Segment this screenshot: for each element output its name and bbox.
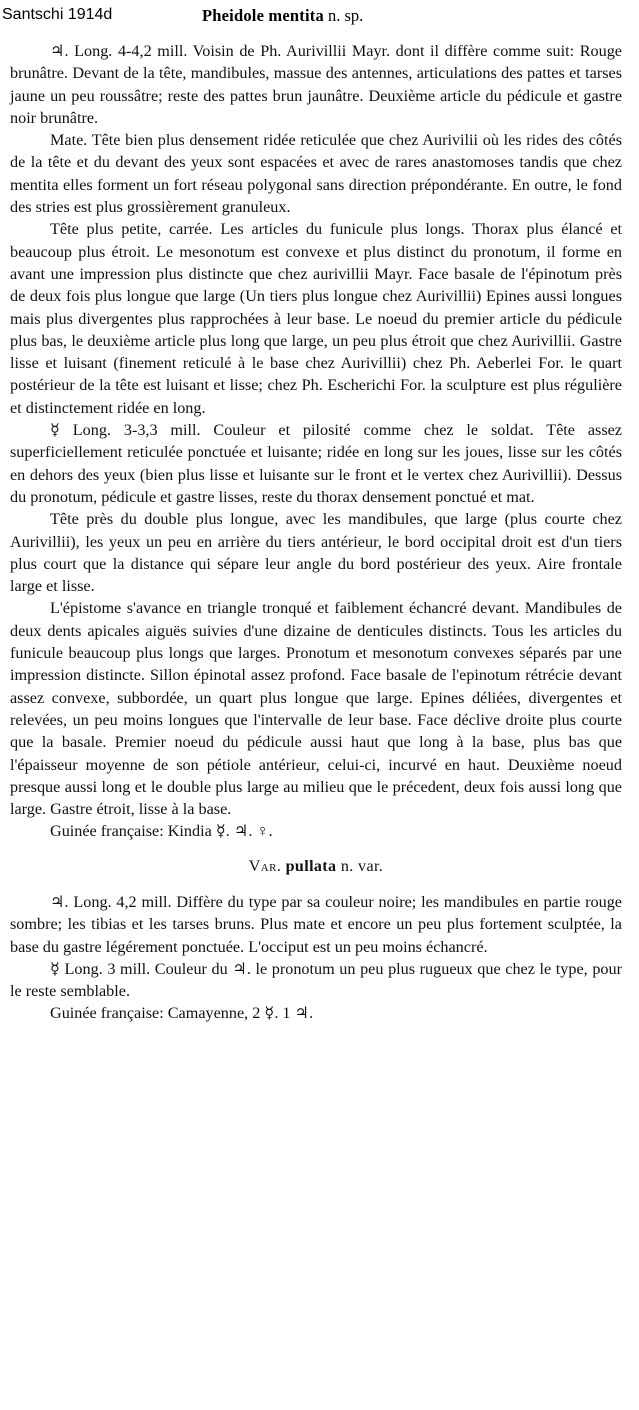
variety-worker-paragraph: ☿ Long. 3 mill. Couleur du ♃. le pronotum un peu plus rugueux que chez le type, pour le reste semblable. xyxy=(10,959,622,1001)
locality-line: Guinée française: Kindia ☿. ♃. ♀. xyxy=(50,822,273,841)
species-heading xyxy=(202,6,363,26)
soldier-description: ♃. Long. 4-4,2 mill. Voisin de Ph. Aurivillii Mayr. dont il diffère comme suit: Rouge brunâtre. Devant de la tête, mandibules, massue des antennes, articulations des pattes et tarses jaune un peu roussâtre; reste des pattes brun jaunâtre. Deuxième article du pédicule et gastre noir brunâtre. xyxy=(10,42,622,127)
species-name: Pheidole mentita xyxy=(202,6,324,25)
spacer xyxy=(10,843,622,856)
variety-label: Var. xyxy=(248,857,282,875)
spacer xyxy=(10,878,622,891)
comparison-paragraph: Tête plus petite, carrée. Les articles du funicule plus longs. Thorax plus élancé et beaucoup plus étroit. Le mesonotum est convexe et plus distinct du pronotum, il forme en avant une impression plus distincte que chez aurivillii Mayr. Face basale de l'épinotum près de deux fois plus longue que large (Un tiers plus longue chez Aurivillii) Epines aussi longues mais plus divergentes plus rapprochées à leur base. Le noeud du premier article du pédicule plus bas, le deuxième article plus long que large, un peu plus étroit que chez Aurivillii. Gastre lisse et luisant (finement reticulé à le base chez Aurivillii) chez Ph. Aeberlei For. le quart postérieur de la tête est luisant et lisse; chez Ph. Escherichi For. la sculpture est plus régulière et distinctement ridée en long. xyxy=(10,220,622,417)
description-body xyxy=(10,40,622,1025)
head-paragraph: Tête près du double plus longue, avec les mandibules, que large (plus courte chez Aurivillii), les yeux un peu en arrière du tiers antérieur, le bord occipital droit est d'un tiers plus court que la distance qui sépare leur angle du bord postérieur des yeux. Aire frontale large et lisse. xyxy=(10,510,622,596)
variety-name: pullata xyxy=(285,857,337,875)
variety-status: n. var. xyxy=(336,857,384,875)
variety-soldier-paragraph: ♃. Long. 4,2 mill. Diffère du type par sa couleur noire; les mandibules en partie rouge sombre; les tibias et les tarses bruns. Plus mate et encore un peu plus fortement sculptée, la base du gastre légérement ponctuée. L'occiput est un peu moins échancré. xyxy=(10,892,622,956)
species-status: n. sp. xyxy=(323,6,364,25)
worker-description: ☿ Long. 3-3,3 mill. Couleur et pilosité comme chez le soldat. Tête assez superficiellement reticulée ponctuée et luisante; ridée en long sur les joues, lisse sur les côtés en dehors des yeux (bien plus lisse et luisante sur le front et le vertex chez Aurivillii). Dessus du pronotum, pédicule et gastre lisses, reste du thorax densement ponctué et mat. xyxy=(10,421,622,506)
citation-tag: Santschi 1914d xyxy=(2,6,113,23)
variety-locality-line: Guinée française: Camayenne, 2 ☿. 1 ♃. xyxy=(50,1004,314,1023)
variety-heading xyxy=(10,856,622,878)
morphology-paragraph: L'épistome s'avance en triangle tronqué et faiblement échancré devant. Mandibules de deux dents apicales aiguës suivies d'une dizaine de denticules distincts. Tous les articles du funicule beaucoup plus longs que larges. Pronotum et mesonotum convexes séparés par une impression distincte. Sillon épinotal assez profond. Face basale de l'epinotum rétrécie devant assez convexe, subbordée, un quart plus longue que large. Epines déliées, divergentes et relevées, un peu moins longues que l'intervalle de leur base. Face déclive droite plus courte que la basale. Premier noeud du pédicule aussi haut que long à la base, plus bas que l'épaisseur moyenne de son pétiole antérieur, celui-ci, incurvé en haut. Deuxième noeud presque aussi long et le double plus large au milieu que le précedent, deux fois aussi long que large. Gastre étroit, lisse à la base. xyxy=(10,599,622,819)
sculpture-paragraph: Mate. Tête bien plus densement ridée reticulée que chez Aurivilii où les rides des côtés de la tête et du devant des yeux sont espacées et avec de rares anastomoses tandis que chez mentita elles forment un fort réseau polygonal sans direction prépondérante. En outre, le fond des stries est plus grossièrement granuleux. xyxy=(10,131,622,217)
